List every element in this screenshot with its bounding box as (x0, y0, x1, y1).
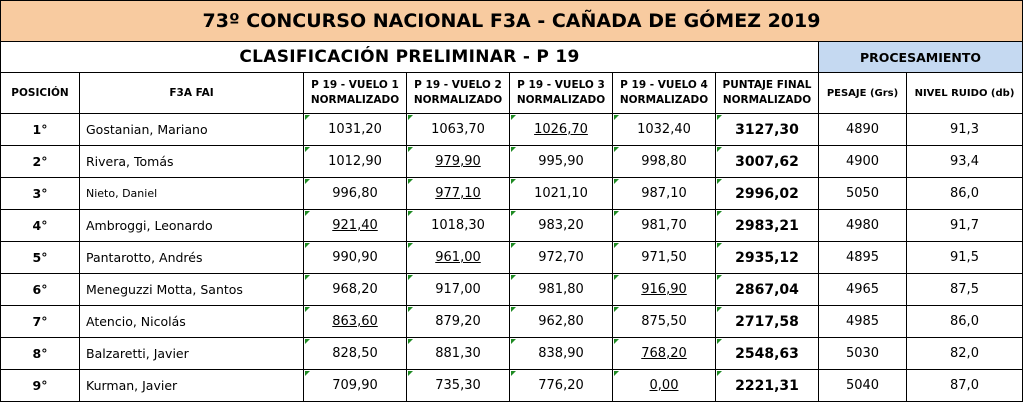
total-score-cell-text: 3127,30 (735, 121, 799, 138)
noise-cell (907, 306, 1023, 338)
pilot-name-cell (80, 178, 304, 210)
cell-comment-marker (305, 115, 310, 120)
cell-comment-marker (305, 307, 310, 312)
weight-cell-text: 4890 (845, 122, 880, 137)
noise-cell (907, 210, 1023, 242)
flight1-cell (304, 274, 407, 306)
flight2-cell-text: 961,00 (435, 250, 481, 265)
processing-header: PROCESAMIENTO (819, 42, 1023, 73)
cell-comment-marker (717, 275, 722, 280)
weight-cell (819, 274, 907, 306)
pilot-name-cell-text: Ambroggi, Leonardo (86, 218, 213, 233)
pilot-name-cell-text: Atencio, Nicolás (86, 314, 186, 329)
noise-cell (907, 274, 1023, 306)
cell-comment-marker (408, 243, 413, 248)
noise-cell-text: 93,4 (950, 154, 979, 169)
position-cell-text: 6° (32, 282, 48, 297)
flight4-cell-text: 0,00 (649, 378, 679, 393)
position-cell-text: 9° (32, 378, 48, 393)
cell-comment-marker (614, 371, 619, 376)
flight3-cell (510, 178, 613, 210)
noise-cell (907, 242, 1023, 274)
noise-cell-text: 91,5 (950, 250, 979, 265)
table-row (1, 274, 1023, 306)
flight1-cell-text: 863,60 (332, 314, 378, 329)
noise-cell (907, 146, 1023, 178)
position-cell-text: 7° (32, 314, 48, 329)
noise-cell (907, 114, 1023, 146)
position-cell (1, 242, 80, 274)
weight-cell (819, 306, 907, 338)
cell-comment-marker (717, 339, 722, 344)
position-cell (1, 146, 80, 178)
flight3-cell (510, 114, 613, 146)
cell-comment-marker (408, 307, 413, 312)
flight1-cell (304, 178, 407, 210)
weight-cell-text: 5050 (845, 186, 880, 201)
noise-cell-text: 91,7 (950, 218, 979, 233)
noise-cell-text: 91,3 (950, 122, 979, 137)
flight1-cell-text: 990,90 (332, 250, 378, 265)
flight1-cell (304, 306, 407, 338)
cell-comment-marker (408, 275, 413, 280)
flight1-cell-text: 968,20 (332, 282, 378, 297)
table-row (1, 210, 1023, 242)
pilot-name-cell-text: Pantarotto, Andrés (86, 250, 203, 265)
flight4-cell (613, 242, 716, 274)
cell-comment-marker (408, 339, 413, 344)
weight-cell-text: 5040 (845, 378, 880, 393)
flight3-cell (510, 242, 613, 274)
noise-cell (907, 338, 1023, 370)
cell-comment-marker (511, 339, 516, 344)
pilot-name-cell (80, 210, 304, 242)
header-flight3: P 19 - VUELO 3 NORMALIZADO (510, 73, 613, 114)
flight3-cell-text: 995,90 (538, 154, 584, 169)
flight1-cell (304, 114, 407, 146)
flight2-cell (407, 242, 510, 274)
flight4-cell-text: 998,80 (641, 154, 687, 169)
cell-comment-marker (511, 307, 516, 312)
total-score-cell-text: 2548,63 (735, 345, 799, 362)
weight-cell (819, 114, 907, 146)
total-score-cell (716, 210, 819, 242)
header-weight: PESAJE (Grs) (819, 73, 907, 114)
cell-comment-marker (717, 371, 722, 376)
position-cell (1, 114, 80, 146)
flight3-cell-text: 972,70 (538, 250, 584, 265)
flight1-cell-text: 1012,90 (328, 154, 382, 169)
flight4-cell-text: 981,70 (641, 218, 687, 233)
flight1-cell-text: 709,90 (332, 378, 378, 393)
weight-cell (819, 210, 907, 242)
cell-comment-marker (614, 115, 619, 120)
noise-cell-text: 86,0 (950, 314, 979, 329)
flight3-cell (510, 274, 613, 306)
cell-comment-marker (614, 179, 619, 184)
flight2-cell (407, 338, 510, 370)
cell-comment-marker (511, 147, 516, 152)
position-cell-text: 1° (32, 122, 48, 137)
flight3-cell (510, 210, 613, 242)
position-cell (1, 210, 80, 242)
flight1-cell-text: 828,50 (332, 346, 378, 361)
cell-comment-marker (511, 371, 516, 376)
flight2-cell-text: 917,00 (435, 282, 481, 297)
position-cell (1, 274, 80, 306)
cell-comment-marker (408, 115, 413, 120)
flight2-cell-text: 977,10 (435, 186, 481, 201)
cell-comment-marker (511, 179, 516, 184)
flight1-cell (304, 210, 407, 242)
header-total: PUNTAJE FINAL NORMALIZADO (716, 73, 819, 114)
position-cell (1, 338, 80, 370)
header-name: F3A FAI (80, 73, 304, 114)
total-score-cell (716, 114, 819, 146)
table-row (1, 178, 1023, 210)
weight-cell-text: 4985 (845, 314, 880, 329)
weight-cell-text: 4980 (845, 218, 880, 233)
flight3-cell (510, 146, 613, 178)
flight3-cell (510, 338, 613, 370)
flight3-cell-text: 962,80 (538, 314, 584, 329)
pilot-name-cell (80, 306, 304, 338)
weight-cell (819, 146, 907, 178)
cell-comment-marker (511, 243, 516, 248)
flight1-cell (304, 338, 407, 370)
table-row (1, 146, 1023, 178)
position-cell-text: 3° (32, 186, 48, 201)
flight3-cell (510, 306, 613, 338)
pilot-name-cell (80, 242, 304, 274)
header-flight2: P 19 - VUELO 2 NORMALIZADO (407, 73, 510, 114)
cell-comment-marker (614, 243, 619, 248)
flight4-cell (613, 210, 716, 242)
cell-comment-marker (717, 147, 722, 152)
flight2-cell (407, 274, 510, 306)
flight2-cell (407, 114, 510, 146)
flight4-cell (613, 178, 716, 210)
weight-cell-text: 5030 (845, 346, 880, 361)
flight2-cell-text: 1063,70 (431, 122, 485, 137)
header-flight1: P 19 - VUELO 1 NORMALIZADO (304, 73, 407, 114)
pilot-name-cell-text: Meneguzzi Motta, Santos (86, 282, 243, 297)
total-score-cell-text: 2996,02 (735, 185, 799, 202)
flight4-cell (613, 146, 716, 178)
total-score-cell (716, 242, 819, 274)
table-row (1, 338, 1023, 370)
total-score-cell-text: 2983,21 (735, 217, 799, 234)
cell-comment-marker (717, 307, 722, 312)
flight4-cell-text: 987,10 (641, 186, 687, 201)
flight4-cell-text: 768,20 (641, 346, 687, 361)
flight3-cell (510, 370, 613, 402)
cell-comment-marker (614, 147, 619, 152)
weight-cell (819, 338, 907, 370)
flight2-cell-text: 979,90 (435, 154, 481, 169)
noise-cell-text: 86,0 (950, 186, 979, 201)
pilot-name-cell-text: Rivera, Tomás (86, 154, 174, 169)
weight-cell-text: 4965 (845, 282, 880, 297)
cell-comment-marker (717, 211, 722, 216)
total-score-cell (716, 146, 819, 178)
flight4-cell-text: 875,50 (641, 314, 687, 329)
flight4-cell (613, 306, 716, 338)
flight2-cell (407, 370, 510, 402)
flight2-cell-text: 1018,30 (431, 218, 485, 233)
flight4-cell (613, 338, 716, 370)
flight3-cell-text: 983,20 (538, 218, 584, 233)
table-row (1, 370, 1023, 402)
cell-comment-marker (305, 339, 310, 344)
flight4-cell-text: 916,90 (641, 282, 687, 297)
weight-cell (819, 370, 907, 402)
total-score-cell-text: 2867,04 (735, 281, 799, 298)
position-cell (1, 306, 80, 338)
flight1-cell-text: 1031,20 (328, 122, 382, 137)
flight2-cell-text: 735,30 (435, 378, 481, 393)
cell-comment-marker (614, 307, 619, 312)
cell-comment-marker (717, 115, 722, 120)
flight3-cell-text: 776,20 (538, 378, 584, 393)
noise-cell (907, 370, 1023, 402)
flight3-cell-text: 1021,10 (534, 186, 588, 201)
cell-comment-marker (305, 179, 310, 184)
header-flight4: P 19 - VUELO 4 NORMALIZADO (613, 73, 716, 114)
table-row (1, 242, 1023, 274)
page-title: 73º CONCURSO NACIONAL F3A - CAÑADA DE GÓMEZ 2019 (1, 1, 1023, 42)
header-position: POSICIÓN (1, 73, 80, 114)
total-score-cell (716, 370, 819, 402)
cell-comment-marker (305, 243, 310, 248)
weight-cell-text: 4900 (845, 154, 880, 169)
cell-comment-marker (305, 275, 310, 280)
noise-cell-text: 87,0 (950, 378, 979, 393)
noise-cell-text: 82,0 (950, 346, 979, 361)
flight1-cell (304, 146, 407, 178)
total-score-cell (716, 178, 819, 210)
flight2-cell (407, 210, 510, 242)
cell-comment-marker (717, 179, 722, 184)
total-score-cell (716, 338, 819, 370)
total-score-cell-text: 3007,62 (735, 153, 799, 170)
cell-comment-marker (408, 371, 413, 376)
cell-comment-marker (614, 275, 619, 280)
total-score-cell (716, 306, 819, 338)
table-subtitle: CLASIFICACIÓN PRELIMINAR - P 19 (1, 42, 819, 73)
position-cell (1, 178, 80, 210)
flight1-cell-text: 996,80 (332, 186, 378, 201)
noise-cell-text: 87,5 (950, 282, 979, 297)
cell-comment-marker (305, 371, 310, 376)
total-score-cell-text: 2221,31 (735, 377, 799, 394)
flight1-cell-text: 921,40 (332, 218, 378, 233)
total-score-cell-text: 2935,12 (735, 249, 799, 266)
position-cell-text: 4° (32, 218, 48, 233)
total-score-cell-text: 2717,58 (735, 313, 799, 330)
flight1-cell (304, 370, 407, 402)
position-cell-text: 5° (32, 250, 48, 265)
cell-comment-marker (614, 211, 619, 216)
flight2-cell (407, 306, 510, 338)
weight-cell-text: 4895 (845, 250, 880, 265)
flight4-cell-text: 971,50 (641, 250, 687, 265)
cell-comment-marker (511, 211, 516, 216)
cell-comment-marker (511, 115, 516, 120)
flight2-cell (407, 178, 510, 210)
flight3-cell-text: 981,80 (538, 282, 584, 297)
pilot-name-cell-text: Nieto, Daniel (86, 187, 158, 200)
cell-comment-marker (305, 147, 310, 152)
flight3-cell-text: 1026,70 (534, 122, 588, 137)
flight1-cell (304, 242, 407, 274)
flight2-cell-text: 881,30 (435, 346, 481, 361)
position-cell-text: 8° (32, 346, 48, 361)
pilot-name-cell (80, 114, 304, 146)
pilot-name-cell (80, 274, 304, 306)
cell-comment-marker (408, 147, 413, 152)
flight2-cell (407, 146, 510, 178)
header-noise: NIVEL RUIDO (db) (907, 73, 1023, 114)
pilot-name-cell-text: Balzaretti, Javier (86, 346, 189, 361)
cell-comment-marker (305, 211, 310, 216)
flight4-cell (613, 274, 716, 306)
weight-cell (819, 178, 907, 210)
table-row (1, 306, 1023, 338)
flight2-cell-text: 879,20 (435, 314, 481, 329)
cell-comment-marker (408, 179, 413, 184)
cell-comment-marker (717, 243, 722, 248)
position-cell-text: 2° (32, 154, 48, 169)
pilot-name-cell (80, 146, 304, 178)
total-score-cell (716, 274, 819, 306)
cell-comment-marker (614, 339, 619, 344)
table-row (1, 114, 1023, 146)
weight-cell (819, 242, 907, 274)
position-cell (1, 370, 80, 402)
flight4-cell (613, 114, 716, 146)
pilot-name-cell-text: Kurman, Javier (86, 378, 178, 393)
pilot-name-cell (80, 370, 304, 402)
flight3-cell-text: 838,90 (538, 346, 584, 361)
noise-cell (907, 178, 1023, 210)
cell-comment-marker (511, 275, 516, 280)
cell-comment-marker (408, 211, 413, 216)
pilot-name-cell-text: Gostanian, Mariano (86, 122, 208, 137)
pilot-name-cell (80, 338, 304, 370)
flight4-cell-text: 1032,40 (637, 122, 691, 137)
flight4-cell (613, 370, 716, 402)
